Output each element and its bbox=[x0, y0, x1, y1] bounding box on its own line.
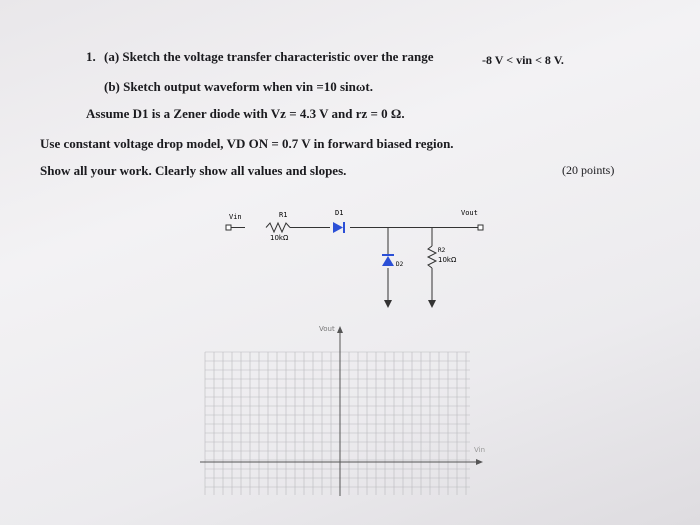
y-axis-label: Vout bbox=[319, 325, 335, 333]
r1-label: R1 bbox=[279, 211, 288, 219]
vin-label: Vin bbox=[229, 213, 242, 221]
assumption-text: Assume D1 is a Zener diode with Vz = 4.3 V and rz = 0 Ω. bbox=[86, 106, 405, 121]
graph-grid bbox=[205, 352, 470, 495]
points-label: (20 points) bbox=[562, 163, 615, 177]
x-axis-label: Vin bbox=[474, 446, 486, 454]
model-text: Use constant voltage drop model, VD ON = 0.7 V in forward biased region. bbox=[40, 136, 454, 151]
x-axis-arrow-icon bbox=[476, 459, 483, 465]
d2-label: D2 bbox=[396, 261, 404, 268]
y-axis-arrow-icon bbox=[337, 326, 343, 333]
d1-label: D1 bbox=[335, 209, 344, 217]
vout-label: Vout bbox=[461, 209, 478, 217]
r2-value: 10kΩ bbox=[438, 256, 457, 264]
r1-value: 10kΩ bbox=[270, 234, 289, 242]
question-number: 1. bbox=[86, 49, 96, 64]
instruction-text: Show all your work. Clearly show all values and slopes. bbox=[40, 163, 347, 178]
input-range: -8 V < vin < 8 V. bbox=[482, 53, 564, 67]
part-b-text: (b) Sketch output waveform when vin =10 sinωt. bbox=[104, 79, 373, 94]
r2-label: R2 bbox=[438, 247, 446, 254]
part-a-text: (a) Sketch the voltage transfer characteristic over the range bbox=[104, 49, 434, 64]
